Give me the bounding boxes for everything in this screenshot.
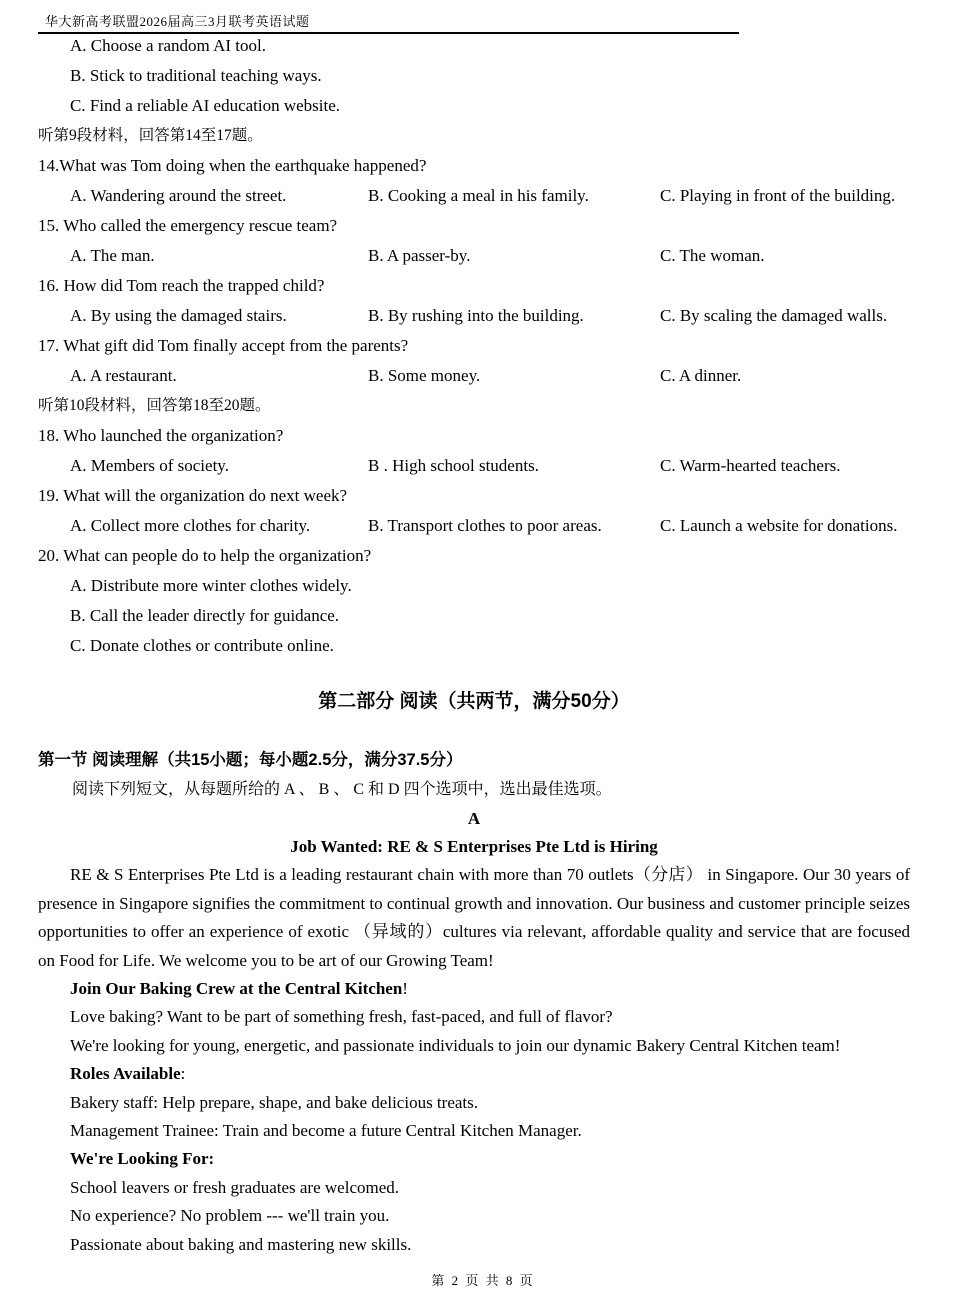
option-19b: B. Transport clothes to poor areas. bbox=[368, 516, 602, 535]
question-15: 15. Who called the emergency rescue team? bbox=[38, 216, 338, 235]
question-16: 16. How did Tom reach the trapped child? bbox=[38, 276, 325, 295]
option-20b: B. Call the leader directly for guidance. bbox=[70, 606, 340, 625]
roles-heading bbox=[38, 1060, 910, 1088]
option-14a: A. Wandering around the street. bbox=[70, 186, 287, 205]
option-13b: B. Stick to traditional teaching ways. bbox=[70, 66, 322, 85]
material-10-note: 听第10段材料，回答第18至20题。 bbox=[38, 397, 271, 414]
line-school-leavers: School leavers or fresh graduates are welcomed. bbox=[70, 1177, 400, 1197]
question-20: 20. What can people do to help the organization? bbox=[38, 546, 372, 565]
question-18: 18. Who launched the organization? bbox=[38, 426, 284, 445]
question-17: 17. What gift did Tom finally accept from the parents? bbox=[38, 336, 409, 355]
roles-heading-bold: Roles Available bbox=[70, 1064, 181, 1084]
option-16c: C. By scaling the damaged walls. bbox=[660, 306, 888, 325]
crew-heading bbox=[38, 975, 910, 1003]
section1-heading: 第一节 阅读理解（共15小题；每小题2.5分，满分37.5分） bbox=[38, 751, 463, 769]
option-20c: C. Donate clothes or contribute online. bbox=[70, 636, 334, 655]
question-18-options bbox=[38, 451, 910, 481]
question-14: 14.What was Tom doing when the earthquake happened? bbox=[38, 156, 427, 175]
line-bakery-staff: Bakery staff: Help prepare, shape, and bake delicious treats. bbox=[70, 1092, 478, 1112]
option-17c: C. A dinner. bbox=[660, 366, 742, 385]
line-looking-for-individuals: We're looking for young, energetic, and passionate individuals to join our dynamic Bakery Central Kitchen team! bbox=[70, 1035, 841, 1055]
reading-instructions: 阅读下列短文，从每题所给的 A 、 B 、 C 和 D 四个选项中，选出最佳选项。 bbox=[72, 781, 612, 798]
line-passionate: Passionate about baking and mastering new skills. bbox=[70, 1234, 412, 1254]
question-19: 19. What will the organization do next week? bbox=[38, 486, 348, 505]
option-15a: A. The man. bbox=[70, 246, 155, 265]
question-15-options bbox=[38, 241, 910, 271]
option-19c: C. Launch a website for donations. bbox=[660, 516, 898, 535]
question-17-options bbox=[38, 361, 910, 391]
page-number-footer: 第 2 页 共 8 页 bbox=[431, 1273, 535, 1288]
crew-heading-rest: ! bbox=[402, 979, 408, 998]
option-19a: A. Collect more clothes for charity. bbox=[70, 516, 311, 535]
option-17a: A. A restaurant. bbox=[70, 366, 177, 385]
line-management-trainee: Management Trainee: Train and become a future Central Kitchen Manager. bbox=[70, 1121, 582, 1141]
roles-heading-rest: : bbox=[180, 1064, 186, 1084]
option-14b: B. Cooking a meal in his family. bbox=[368, 186, 589, 205]
option-18a: A. Members of society. bbox=[70, 456, 229, 475]
option-16a: A. By using the damaged stairs. bbox=[70, 306, 287, 325]
option-15c: C. The woman. bbox=[660, 246, 765, 265]
crew-heading-bold: Join Our Baking Crew at the Central Kitchen bbox=[70, 979, 403, 998]
question-19-options bbox=[38, 511, 910, 541]
option-18b: B . High school students. bbox=[368, 456, 539, 475]
looking-heading: We're Looking For: bbox=[70, 1149, 215, 1169]
part2-heading: 第二部分 阅读（共两节，满分50分） bbox=[318, 691, 630, 712]
option-13c: C. Find a reliable AI education website. bbox=[70, 96, 341, 115]
option-13a: A. Choose a random AI tool. bbox=[70, 36, 266, 55]
material-9-note: 听第9段材料，回答第14至17题。 bbox=[38, 127, 263, 144]
question-16-options bbox=[38, 301, 910, 331]
option-17b: B. Some money. bbox=[368, 366, 481, 385]
option-15b: B. A passer-by. bbox=[368, 246, 471, 265]
option-18c: C. Warm-hearted teachers. bbox=[660, 456, 841, 475]
passage-label: A bbox=[467, 809, 481, 828]
option-14c: C. Playing in front of the building. bbox=[660, 186, 896, 205]
passage-title: Job Wanted: RE & S Enterprises Pte Ltd is Hiring bbox=[290, 837, 658, 856]
line-love-baking: Love baking? Want to be part of something fresh, fast-paced, and full of flavor? bbox=[70, 1007, 613, 1027]
page-header-title: 华大新高考联盟2026届高三3月联考英语试题 bbox=[45, 14, 310, 29]
page-content bbox=[38, 31, 910, 1259]
question-14-options bbox=[38, 181, 910, 211]
option-20a: A. Distribute more winter clothes widely. bbox=[70, 576, 352, 595]
passage-paragraph: RE & S Enterprises Pte Ltd is a leading restaurant chain with more than 70 outlets（分店） in Singapore. Our 30 years of presence in Singapore signifies the commitment to continual growth and innovation. Our business and customer principle seizes opportunities to offer an experience of exotic （异域的）cultures via relevant, affordable quality and service that are focused on Food for Life. We welcome you to be art of our Growing Team! bbox=[38, 865, 910, 970]
line-no-experience: No experience? No problem --- we'll train you. bbox=[70, 1206, 390, 1226]
option-16b: B. By rushing into the building. bbox=[368, 306, 584, 325]
